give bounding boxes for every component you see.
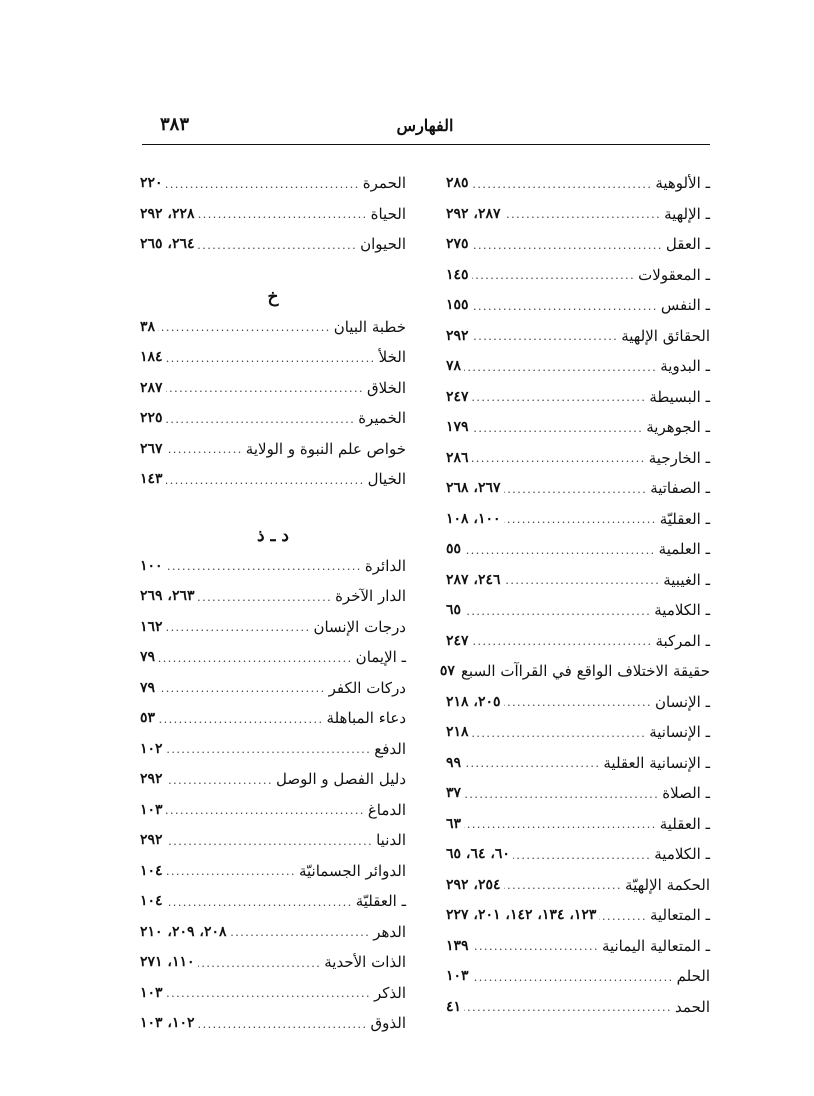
index-term: الحلم <box>676 967 710 986</box>
dot-leader <box>166 434 243 465</box>
index-page-refs: ١٠٠، ١٠٨ <box>446 510 501 527</box>
index-entry <box>446 351 710 382</box>
index-term: الذوق <box>370 1014 406 1033</box>
index-entry <box>446 900 710 931</box>
dot-leader <box>472 443 646 474</box>
dot-leader <box>198 1008 368 1039</box>
index-page-refs: ٢٩٢ <box>446 327 469 344</box>
index-page-refs: ١٠٤ <box>140 893 163 910</box>
index-entry <box>446 443 710 474</box>
section-heading-dal-dhal: د ـ ذ <box>257 525 289 546</box>
index-page-refs: ١٦٢ <box>140 618 163 635</box>
index-term: حقيقة الاختلاف الواقع في القراآت السبع <box>460 662 710 681</box>
index-entry <box>140 229 406 260</box>
index-page-refs: ٢٤٦، ٢٨٧ <box>446 571 501 588</box>
index-entry <box>446 504 710 535</box>
index-entry <box>446 687 710 718</box>
index-term: ـ الإيمان <box>355 648 406 667</box>
index-page-refs: ٣٧ <box>446 785 462 802</box>
dot-leader <box>472 626 653 657</box>
dot-leader <box>464 351 657 382</box>
index-entry <box>446 412 710 443</box>
index-entry <box>446 870 710 901</box>
dot-leader <box>472 168 653 199</box>
index-page-refs: ٢٢٨، ٢٩٢ <box>140 205 195 222</box>
dot-leader <box>166 795 365 826</box>
index-page-refs: ١٥٥ <box>446 297 469 314</box>
index-term: ـ الإنسانية <box>649 723 710 742</box>
index-term: الحكمة الإلهيّة <box>625 875 710 894</box>
index-page-refs: ١١٠، ٢٧١ <box>140 954 195 971</box>
index-page-refs: ٢٦٤، ٢٦٥ <box>140 236 195 253</box>
index-term: الحيوان <box>360 235 406 254</box>
index-entry <box>140 886 406 917</box>
index-entry <box>446 961 710 992</box>
index-entry <box>446 473 710 504</box>
index-term: ـ العقليّة <box>659 509 710 528</box>
index-page-refs: ٤١ <box>446 998 462 1015</box>
dot-leader <box>166 403 356 434</box>
index-entry <box>140 434 406 465</box>
dot-leader <box>166 825 374 856</box>
dot-leader <box>198 947 322 978</box>
index-term: الدماغ <box>367 800 406 819</box>
dot-leader <box>464 809 657 840</box>
dot-leader <box>464 778 659 809</box>
index-page-refs: ٧٩ <box>140 649 156 666</box>
index-entry <box>446 229 710 260</box>
index-entry <box>140 947 406 978</box>
index-entry <box>140 764 406 795</box>
index-term: الحقائق الإلهية <box>621 326 710 345</box>
index-page-refs: ١٠٢، ١٠٣ <box>140 1015 195 1032</box>
index-entry <box>446 626 710 657</box>
dot-leader <box>472 321 619 352</box>
index-page-refs: ٢٠٨، ٢٠٩، ٢١٠ <box>140 923 227 940</box>
index-term: ـ العلمية <box>658 540 710 559</box>
index-term: ـ الإنسانية العقلية <box>603 753 710 772</box>
index-term: ـ البسيطة <box>649 387 710 406</box>
dot-leader <box>464 534 656 565</box>
dot-leader <box>599 900 647 931</box>
index-page-refs: ١٢٣، ١٣٤، ١٤٢، ٢٠١، ٢٢٧ <box>446 907 597 924</box>
header-divider <box>142 144 710 145</box>
index-entry <box>140 978 406 1009</box>
index-term: ـ البدوية <box>660 357 710 376</box>
index-entry <box>140 825 406 856</box>
dot-leader <box>158 673 326 704</box>
dot-leader <box>230 917 371 948</box>
dot-leader <box>464 992 672 1023</box>
index-page-refs: ٢٩٢ <box>140 832 163 849</box>
index-term: ـ الصفاتية <box>650 479 710 498</box>
index-page-refs: ٢٨٥ <box>446 175 469 192</box>
dot-leader <box>504 687 652 718</box>
index-page-refs: ٢٦٧ <box>140 440 163 457</box>
dot-leader <box>166 734 372 765</box>
index-column-right <box>439 168 710 1022</box>
index-page-refs: ٢٢٥ <box>140 410 163 427</box>
dot-leader <box>198 581 333 612</box>
index-term: الدوائر الجسمانيّة <box>298 861 406 880</box>
index-term: ـ المركبة <box>655 631 710 650</box>
index-entry <box>140 612 406 643</box>
index-page-refs: ٥٣ <box>140 710 156 727</box>
dot-leader <box>158 312 331 343</box>
dot-leader <box>166 551 362 582</box>
index-page-refs: ١٠٣ <box>446 968 469 985</box>
index-term: ـ الجوهرية <box>646 418 710 437</box>
index-term: دليل الفصل و الوصل <box>276 770 406 789</box>
dot-leader <box>166 612 311 643</box>
index-entry <box>140 856 406 887</box>
index-entry <box>140 199 406 230</box>
index-page-refs: ٥٥ <box>446 541 462 558</box>
section-heading-kha: خ <box>267 286 279 307</box>
index-page-refs: ٢١٨ <box>446 724 469 741</box>
index-page-refs: ٣٨ <box>140 318 156 335</box>
index-term: الخميرة <box>358 409 406 428</box>
index-entry <box>446 290 710 321</box>
index-page-refs: ١٤٣ <box>140 471 163 488</box>
index-entry <box>446 748 710 779</box>
index-entry <box>140 734 406 765</box>
index-entry <box>446 809 710 840</box>
index-entry <box>446 260 710 291</box>
dot-leader <box>464 595 651 626</box>
dot-leader <box>166 373 364 404</box>
index-entry <box>446 992 710 1023</box>
dot-leader <box>166 978 371 1009</box>
index-page-refs: ١٠٠ <box>140 557 163 574</box>
dot-leader <box>504 565 661 596</box>
dot-leader <box>166 886 353 917</box>
index-term: درجات الإنسان <box>313 617 406 636</box>
index-page-refs: ٢٨٦ <box>446 449 469 466</box>
index-term: ـ العقليّة <box>355 892 406 911</box>
dot-leader <box>472 229 663 260</box>
index-term: خطبة البيان <box>333 317 406 336</box>
index-page-refs: ٩٩ <box>446 754 462 771</box>
index-term: الذات الأحدية <box>324 953 406 972</box>
index-term: الحمرة <box>362 174 406 193</box>
index-page-refs: ١٨٤ <box>140 349 163 366</box>
index-term: الدائرة <box>364 556 406 575</box>
dot-leader <box>472 961 674 992</box>
index-page-refs: ١٧٩ <box>446 419 469 436</box>
index-entry <box>446 778 710 809</box>
dot-leader <box>166 856 296 887</box>
index-entry <box>446 321 710 352</box>
index-term: ـ المتعالية <box>649 906 710 925</box>
index-page-refs: ٢٠٥، ٢١٨ <box>446 693 501 710</box>
index-term: ـ النفس <box>660 296 710 315</box>
index-entry <box>140 673 406 704</box>
index-page-refs: ٢٦٣، ٢٦٩ <box>140 588 195 605</box>
index-term: ـ الإلهية <box>664 204 710 223</box>
page-number: ٣٨٣ <box>160 114 190 135</box>
index-term: الخلاق <box>366 378 406 397</box>
index-page-refs: ١٠٣ <box>140 801 163 818</box>
index-entry <box>140 642 406 673</box>
dot-leader <box>158 703 324 734</box>
index-entry <box>140 795 406 826</box>
index-term: الذكر <box>373 983 406 1002</box>
index-term: الخيال <box>367 470 406 489</box>
index-entry <box>446 382 710 413</box>
dot-leader <box>513 839 651 870</box>
dot-leader <box>472 412 644 443</box>
index-entry <box>140 168 406 199</box>
index-page-refs: ١٠٤ <box>140 862 163 879</box>
dot-leader <box>166 464 365 495</box>
index-entry <box>446 717 710 748</box>
index-entry <box>446 534 710 565</box>
index-page-refs: ٢٨٧، ٢٩٢ <box>446 205 501 222</box>
dot-leader <box>166 764 273 795</box>
dot-leader <box>166 342 376 373</box>
index-page-refs: ١٣٩ <box>446 937 469 954</box>
index-entry <box>446 595 710 626</box>
index-page-refs: ٦٣ <box>446 815 462 832</box>
index-term: ـ الصلاة <box>662 784 710 803</box>
index-term: ـ المتعالية اليمانية <box>601 936 710 955</box>
index-page-refs: ٢٥٤، ٢٩٢ <box>446 876 501 893</box>
index-page-refs: ٢٧٥ <box>446 236 469 253</box>
index-entry <box>140 917 406 948</box>
index-entry <box>140 464 406 495</box>
index-page-refs: ٦٠، ٦٤، ٦٥ <box>446 846 510 863</box>
index-term: ـ العقل <box>665 235 710 254</box>
dot-leader <box>504 473 648 504</box>
dot-leader <box>472 260 636 291</box>
index-page-refs: ٦٥ <box>446 602 462 619</box>
dot-leader <box>158 642 353 673</box>
index-term: الخلأ <box>378 348 406 367</box>
index-page-refs: ٧٨ <box>446 358 462 375</box>
index-entry <box>140 403 406 434</box>
index-entry <box>140 551 406 582</box>
index-term: ـ الألوهية <box>655 174 710 193</box>
index-entry <box>140 1008 406 1039</box>
index-entry <box>439 656 710 687</box>
index-term: ـ الكلامية <box>654 601 710 620</box>
index-page-refs: ١٠٣ <box>140 984 163 1001</box>
index-term: ـ الغيبية <box>663 570 710 589</box>
dot-leader <box>504 870 623 901</box>
index-entry <box>140 312 406 343</box>
dot-leader <box>166 168 360 199</box>
index-page-refs: ٢٨٧ <box>140 379 163 396</box>
dot-leader <box>472 290 658 321</box>
dot-leader <box>198 229 358 260</box>
dot-leader <box>472 382 647 413</box>
index-entry <box>446 565 710 596</box>
index-page-refs: ٢٢٠ <box>140 175 163 192</box>
dot-leader <box>472 717 647 748</box>
dot-leader <box>472 931 599 962</box>
index-term: ـ الكلامية <box>654 845 710 864</box>
index-page-refs: ٥٧ <box>439 663 455 680</box>
index-page-refs: ٢٦٧، ٢٦٨ <box>446 480 501 497</box>
page-header <box>142 112 708 142</box>
index-column-left <box>140 168 406 1039</box>
index-page-refs: ٢٤٧ <box>446 388 469 405</box>
index-entry <box>446 839 710 870</box>
index-term: ـ الإنسان <box>654 692 710 711</box>
index-term: الدنيا <box>376 831 406 850</box>
index-term: الحياة <box>370 204 406 223</box>
index-page-refs: ٢٤٧ <box>446 632 469 649</box>
index-entry <box>140 703 406 734</box>
index-term: دعاء المباهلة <box>326 709 406 728</box>
index-entry <box>140 373 406 404</box>
dot-leader <box>504 504 657 535</box>
index-term: ـ الخارجية <box>648 448 710 467</box>
index-entry <box>446 931 710 962</box>
index-term: الحمد <box>675 997 710 1016</box>
index-entry <box>446 168 710 199</box>
index-page-refs: ٢٩٢ <box>140 771 163 788</box>
index-entry <box>446 199 710 230</box>
index-term: ـ المعقولات <box>638 265 710 284</box>
index-term: الدار الآخرة <box>335 587 406 606</box>
index-term: دركات الكفر <box>328 678 406 697</box>
index-entry <box>140 342 406 373</box>
index-page-refs: ١٠٢ <box>140 740 163 757</box>
index-term: الدهر <box>373 922 406 941</box>
index-term: الدفع <box>374 739 406 758</box>
index-page-refs: ١٤٥ <box>446 266 469 283</box>
index-page-refs: ٧٩ <box>140 679 156 696</box>
index-entry <box>140 581 406 612</box>
dot-leader <box>198 199 368 230</box>
index-term: ـ العقلية <box>659 814 710 833</box>
dot-leader <box>504 199 662 230</box>
page-title: الفهارس <box>396 116 454 135</box>
index-term: خواص علم النبوة و الولاية <box>245 439 406 458</box>
dot-leader <box>464 748 600 779</box>
